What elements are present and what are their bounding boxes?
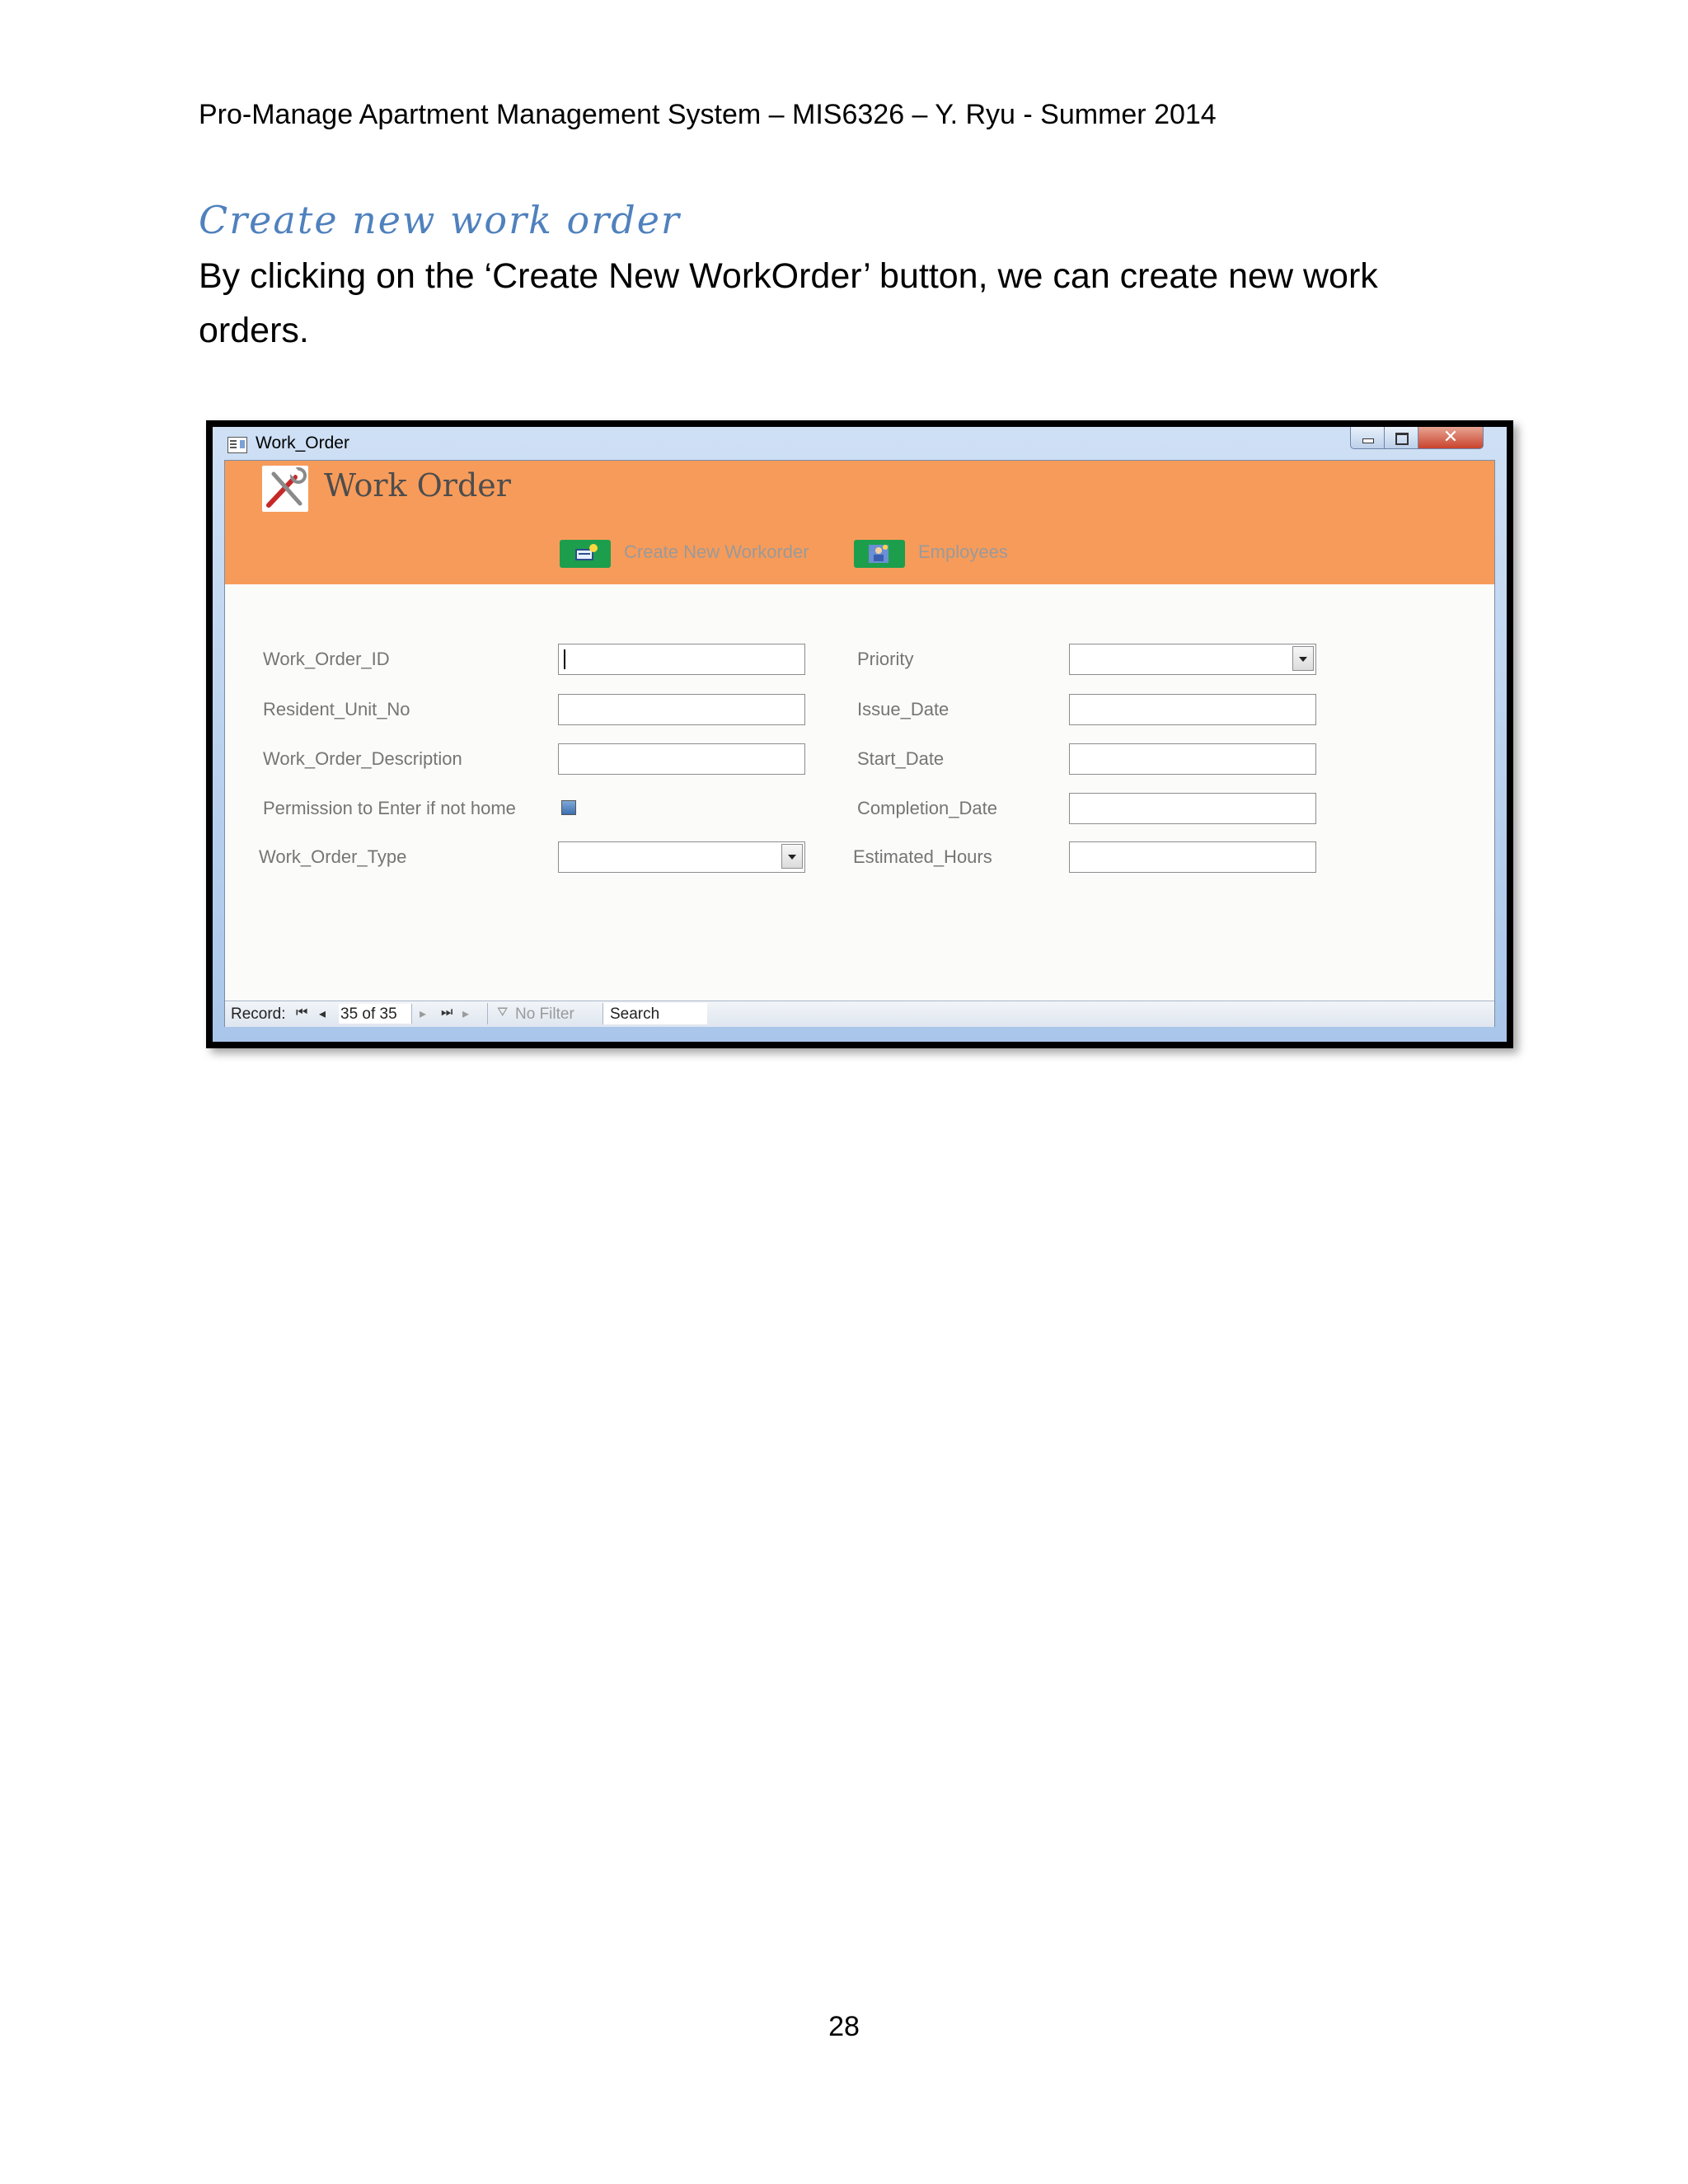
window-titlebar[interactable] [213,427,1507,460]
tools-icon [262,466,308,512]
close-button[interactable] [1418,427,1484,449]
completion-date-label: Completion_Date [857,798,997,818]
document-header: Pro-Manage Apartment Management System – MIS6326 – Y. Ryu - Summer 2014 [199,99,1217,130]
completion-date-input[interactable] [1069,793,1316,824]
employees-icon[interactable] [854,540,905,568]
filter-icon: ⛛ [497,1005,509,1019]
screenshot-frame [206,420,1513,1048]
access-window [213,427,1507,1042]
record-navigation-bar [225,1001,1494,1027]
record-position-box[interactable] [339,1004,412,1024]
start-date-label: Start_Date [857,748,945,769]
permission-to-enter-checkbox[interactable] [561,800,576,815]
no-filter-button[interactable]: No Filter [515,1005,574,1023]
page-number: 28 [828,2011,860,2042]
minimize-icon [1362,438,1374,443]
create-new-workorder-button[interactable]: Create New Workorder [624,541,809,562]
work-order-type-select[interactable] [558,841,805,873]
window-controls [1350,427,1498,450]
start-date-input[interactable] [1069,743,1316,775]
restore-icon [1395,433,1409,445]
nav-divider [487,1003,488,1024]
search-box[interactable] [603,1003,707,1024]
priority-select[interactable] [1069,644,1316,675]
estimated-hours-label: Estimated_Hours [853,846,992,867]
priority-label: Priority [857,649,914,669]
permission-to-enter-label: Permission to Enter if not home [263,798,516,818]
text-cursor [564,649,565,669]
previous-record-icon[interactable]: ◂ [319,1007,326,1021]
employees-button[interactable]: Employees [918,541,1008,562]
close-icon: ✕ [1442,426,1459,447]
form-header [225,461,1494,584]
resident-unit-no-input[interactable] [558,694,805,725]
window-title: Work_Order [256,434,349,452]
work-order-form [224,460,1495,1027]
issue-date-label: Issue_Date [857,699,950,719]
record-position: 35 of 35 [340,1005,397,1023]
next-record-icon[interactable]: ▸ [420,1007,427,1021]
create-workorder-icon[interactable] [560,540,611,568]
form-title: Work Order [324,467,511,504]
search-label: Search [610,1005,660,1023]
body-paragraph: By clicking on the ‘Create New WorkOrder’ button, we can create new work orders. [199,256,1378,350]
work-order-id-input[interactable] [558,644,805,675]
work-order-description-label: Work_Order_Description [263,748,462,769]
work-order-description-input[interactable] [558,743,805,775]
restore-button[interactable] [1384,427,1418,449]
form-icon [227,437,247,453]
work-order-type-label: Work_Order_Type [259,846,407,867]
issue-date-input[interactable] [1069,694,1316,725]
estimated-hours-input[interactable] [1069,841,1316,873]
first-record-icon[interactable]: ⏮ [296,1005,308,1019]
record-label: Record: [231,1005,286,1023]
chevron-down-icon[interactable] [1292,646,1314,671]
section-heading: Create new work order [199,198,681,242]
new-record-icon[interactable]: ▸ [462,1007,470,1021]
last-record-icon[interactable]: ⏭ [441,1005,453,1019]
chevron-down-icon[interactable] [781,844,803,869]
resident-unit-no-label: Resident_Unit_No [263,699,410,719]
minimize-button[interactable] [1350,427,1385,449]
work-order-id-label: Work_Order_ID [263,649,390,669]
